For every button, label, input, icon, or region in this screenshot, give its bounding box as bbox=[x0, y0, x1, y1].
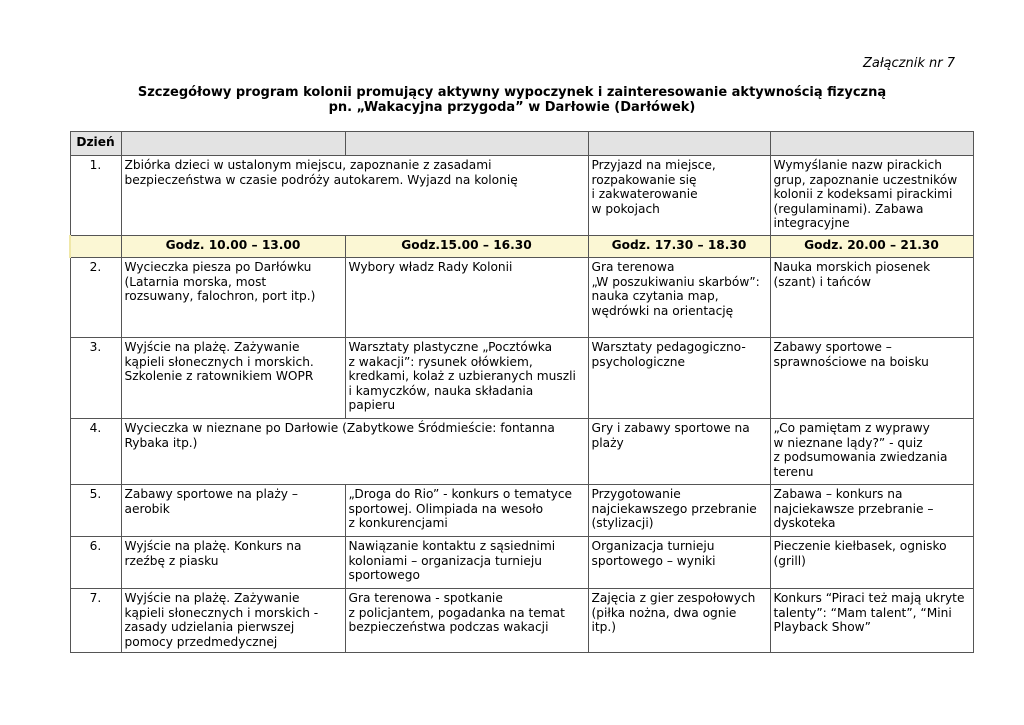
activity-text: Gra terenowa „W poszukiwaniu skarbów”: nauka czytania map, wędrówki na orientację bbox=[591, 260, 760, 318]
activity-text: Konkurs “Piraci też mają ukryte talenty”: “Mam talent”, “Mini Playback Show” bbox=[773, 591, 965, 635]
activity-cell bbox=[588, 258, 770, 338]
activity-text: Nauka morskich piosenek (szant) i tańców bbox=[773, 260, 931, 289]
activity-text: Gra terenowa - spotkanie z policjantem, pogadanka na temat bezpieczeństwa podczas wakacji bbox=[348, 591, 565, 635]
activity-cell bbox=[770, 589, 973, 653]
activity-cell bbox=[121, 258, 345, 338]
activity-text: Przyjazd na miejsce, rozpakowanie się i zakwaterowanie w pokojach bbox=[591, 158, 716, 216]
activity-text: Zajęcia z gier zespołowych (piłka nożna, dwa ognie itp.) bbox=[591, 591, 756, 635]
activity-text: „Droga do Rio” - konkurs o tematyce sportowej. Olimpiada na wesoło z konkurencjami bbox=[348, 487, 573, 531]
activity-text: Wyjście na plażę. Zażywanie kąpieli słonecznych i morskich - zasady udzielania pierwszej pomocy przedmedycznej bbox=[124, 591, 319, 649]
activity-text: Nawiązanie kontaktu z sąsiednimi koloniami – organizacja turnieju sportowego bbox=[348, 539, 556, 583]
activity-cell bbox=[588, 338, 770, 419]
activity-text: Wycieczka piesza po Darłówku (Latarnia morska, most rozsuwany, falochron, port itp.) bbox=[124, 260, 316, 304]
time-slot-row bbox=[70, 236, 973, 258]
header-empty-cell bbox=[345, 132, 588, 156]
activity-cell bbox=[770, 419, 973, 485]
activity-text: Wymyślanie nazw pirackich grup, zapoznanie uczestników kolonii z kodeksami pirackimi (regulaminami). Zabawa integracyjne bbox=[773, 158, 958, 231]
header-empty-cell bbox=[121, 132, 345, 156]
activity-text: Wybory władz Rady Kolonii bbox=[348, 260, 513, 274]
activity-cell bbox=[345, 338, 588, 419]
activity-cell bbox=[588, 419, 770, 485]
time-slot: Godz. 10.00 – 13.00 bbox=[121, 236, 345, 258]
time-slot: Godz.15.00 – 16.30 bbox=[345, 236, 588, 258]
activity-cell bbox=[121, 419, 588, 485]
time-slot: Godz. 20.00 – 21.30 bbox=[770, 236, 973, 258]
annex-label: Załącznik nr 7 bbox=[862, 56, 955, 71]
table-row bbox=[70, 156, 973, 236]
activity-text: Zbiórka dzieci w ustalonym miejscu, zapoznanie z zasadami bezpieczeństwa w czasie podróży autokarem. Wyjazd na kolonię bbox=[124, 158, 518, 187]
time-slot-empty bbox=[70, 236, 121, 258]
activity-text: „Co pamiętam z wyprawy w nieznane lądy?” - quiz z podsumowania zwiedzania terenu bbox=[773, 421, 948, 479]
activity-text: Warsztaty pedagogiczno- psychologiczne bbox=[591, 340, 746, 369]
activity-cell bbox=[345, 258, 588, 338]
activity-text: Gry i zabawy sportowe na plaży bbox=[591, 421, 750, 450]
activity-cell bbox=[121, 589, 345, 653]
day-number: 2. bbox=[70, 258, 121, 338]
day-number: 5. bbox=[70, 485, 121, 537]
activity-text: Wycieczka w nieznane po Darłowie (Zabytkowe Śródmieście: fontanna Rybaka itp.) bbox=[124, 421, 555, 450]
table-header-row bbox=[70, 132, 973, 156]
activity-text: Zabawa – konkurs na najciekawsze przebranie – dyskoteka bbox=[773, 487, 934, 531]
day-number: 1. bbox=[70, 156, 121, 236]
activity-cell bbox=[121, 338, 345, 419]
header-empty-cell bbox=[770, 132, 973, 156]
activity-cell bbox=[770, 156, 973, 236]
activity-cell bbox=[121, 537, 345, 589]
activity-cell bbox=[345, 537, 588, 589]
activity-cell bbox=[588, 589, 770, 653]
day-number: 7. bbox=[70, 589, 121, 653]
activity-cell bbox=[121, 156, 588, 236]
table-row bbox=[70, 338, 973, 419]
document-title-line1: Szczegółowy program kolonii promujący aktywny wypoczynek i zainteresowanie aktywnością fizyczną bbox=[137, 85, 887, 100]
activity-cell bbox=[345, 589, 588, 653]
table-row bbox=[70, 537, 973, 589]
header-day: Dzień bbox=[70, 132, 121, 156]
activity-cell bbox=[770, 338, 973, 419]
table-row bbox=[70, 485, 973, 537]
activity-cell bbox=[588, 537, 770, 589]
activity-text: Wyjście na plażę. Zażywanie kąpieli słonecznych i morskich. Szkolenie z ratownikiem WOPR bbox=[124, 340, 314, 384]
activity-text: Warsztaty plastyczne „Pocztówka z wakacji”: rysunek ołówkiem, kredkami, kolaż z uzbieranych muszli i kamyczków, nauka składania papieru bbox=[348, 340, 576, 413]
table-row bbox=[70, 419, 973, 485]
table-row bbox=[70, 258, 973, 338]
activity-text: Wyjście na plażę. Konkurs na rzeźbę z piasku bbox=[124, 539, 302, 568]
activity-cell bbox=[588, 485, 770, 537]
day-number: 3. bbox=[70, 338, 121, 419]
activity-cell bbox=[345, 485, 588, 537]
activity-text: Organizacja turnieju sportowego – wyniki bbox=[591, 539, 716, 568]
activity-cell bbox=[588, 156, 770, 236]
activity-cell bbox=[770, 537, 973, 589]
program-table bbox=[69, 131, 974, 653]
header-empty-cell bbox=[588, 132, 770, 156]
table-row bbox=[70, 589, 973, 653]
activity-cell bbox=[121, 485, 345, 537]
time-slot: Godz. 17.30 – 18.30 bbox=[588, 236, 770, 258]
day-number: 6. bbox=[70, 537, 121, 589]
day-number: 4. bbox=[70, 419, 121, 485]
activity-text: Pieczenie kiełbasek, ognisko (grill) bbox=[773, 539, 947, 568]
activity-text: Przygotowanie najciekawszego przebranie (stylizacji) bbox=[591, 487, 757, 531]
activity-cell bbox=[770, 485, 973, 537]
activity-text: Zabawy sportowe na plaży – aerobik bbox=[124, 487, 298, 516]
activity-text: Zabawy sportowe – sprawnościowe na boisku bbox=[773, 340, 929, 369]
activity-cell bbox=[770, 258, 973, 338]
document-title-line2: pn. „Wakacyjna przygoda” w Darłowie (Darłówek) bbox=[328, 100, 696, 115]
